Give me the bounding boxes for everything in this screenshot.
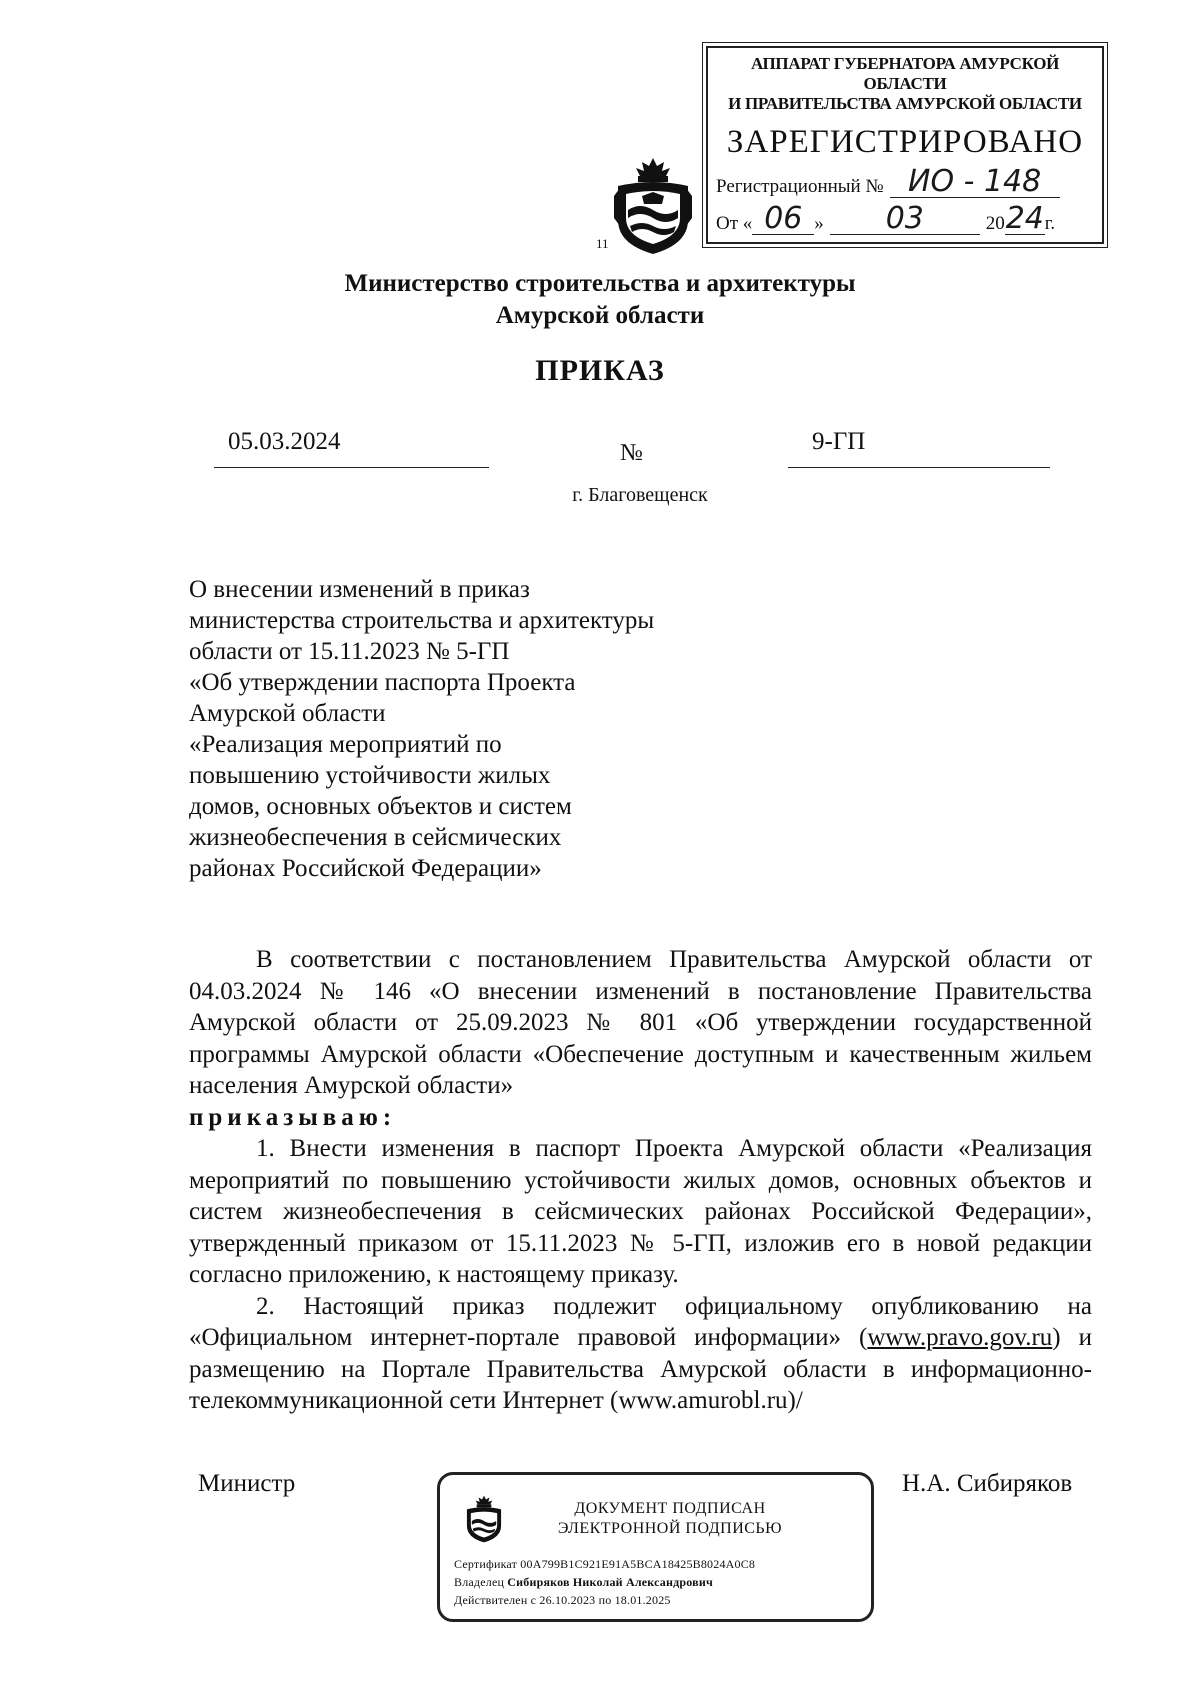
preamble-paragraph: В соответствии с постановлением Правительства Амурской области от 04.03.2024 № 146 «О внесении изменений в постановление Правительства Амурской области от 25.09.2023 № 801 «Об утверждении государственной программы Амурской области «Обеспечение доступным и качественным жильем населения Амурской области» [189,946,1092,1099]
item-1-paragraph: 1. Внести изменения в паспорт Проекта Амурской области «Реализация мероприятий по повышению устойчивости жилых домов, основных объектов и систем жизнеобеспечения в сейсмических районах Российской Федерации», утвержденный приказом от 15.11.2023 № 5-ГП, изложив его в новой редакции согласно приложению, к настоящему приказу. [189,1135,1092,1288]
stamp-date-line [716,201,1094,236]
cert-label: Сертификат [454,1557,518,1571]
number-underline [788,467,1050,468]
subject-line: повышению устойчивости жилых [189,762,551,789]
item-2-text-part1: 2. Настоящий приказ подлежит официальному опубликованию на «Официальном интернет-портале правовой информации» ( [189,1292,1092,1351]
order-body [189,944,1092,1417]
signer-name: Н.А. Сибиряков [902,1470,1073,1497]
page-number: 11 [596,236,609,251]
signer-position: Министр [198,1470,296,1497]
city: г. Благовещенск [572,484,708,506]
registration-stamp [706,46,1104,244]
order-title: ПРИКАЗ [535,354,665,387]
owner-label: Владелец [454,1575,505,1589]
owner-value: Сибиряков Николай Александрович [507,1575,713,1589]
ministry-name-line2: Амурской области [495,302,705,329]
esig-validity: Действителен с 26.10.2023 по 18.01.2025 [454,1593,671,1607]
pravo-link[interactable]: www.pravo.gov.ru [867,1324,1053,1351]
electronic-signature-stamp [437,1472,874,1622]
subject-line: жизнеобеспечения в сейсмических [189,824,562,851]
stamp-quote-close: » [814,213,824,234]
cert-value: 00A799B1C921E91A5BCA18425B8024A0C8 [520,1557,756,1571]
subject-line: министерства строительства и архитектуры [189,607,655,634]
order-number: 9-ГП [812,428,866,455]
esig-line1: ДОКУМЕНТ ПОДПИСАН [574,1500,766,1517]
subject-line: Амурской области [189,700,386,727]
order-subject [189,574,729,884]
stamp-year-prefix: 20 [985,213,1005,234]
order-word: приказываю: [189,1103,397,1131]
stamp-title: ЗАРЕГИСТРИРОВАНО [726,124,1084,160]
stamp-reg-line [716,164,1094,199]
stamp-reg-number: ИО - 148 [890,167,1060,198]
stamp-org-line2: И ПРАВИТЕЛЬСТВА АМУРСКОЙ ОБЛАСТИ [728,94,1082,113]
ministry-name-line1: Министерство строительства и архитектуры [344,270,856,297]
esig-heading [520,1499,820,1539]
subject-line: районах Российской Федерации» [189,855,542,882]
esig-owner [454,1575,713,1590]
order-date: 05.03.2024 [228,428,341,455]
item-2-text-part2: ) и размещению на Портале Правительства Амурской области в информационно-телекоммуникационной сети Интернет (www.amurobl.ru)/ [189,1324,1092,1414]
date-underline [214,467,489,468]
item-2-paragraph [189,1291,1092,1417]
stamp-from-label: От « [716,213,753,234]
stamp-org-line1: АППАРАТ ГУБЕРНАТОРА АМУРСКОЙ ОБЛАСТИ [750,54,1060,93]
subject-line: «Реализация мероприятий по [189,731,502,758]
subject-line: области от 15.11.2023 № 5-ГП [189,638,510,665]
subject-line: домов, основных объектов и систем [189,793,572,820]
stamp-year-suffix: 24 [1005,201,1044,236]
stamp-reg-label: Регистрационный № [716,176,884,197]
stamp-year-unit: г. [1044,213,1056,234]
subject-line: «Об утверждении паспорта Проекта [189,669,576,696]
coat-of-arms-icon [464,1493,504,1545]
subject-line: О внесении изменений в приказ [189,576,530,603]
esig-line2: ЭЛЕКТРОННОЙ ПОДПИСЬЮ [557,1520,783,1537]
coat-of-arms-icon [612,156,694,256]
stamp-day: 06 [752,204,814,235]
stamp-month: 03 [830,204,980,235]
esig-certificate [454,1557,755,1572]
number-sign: № [620,440,643,466]
